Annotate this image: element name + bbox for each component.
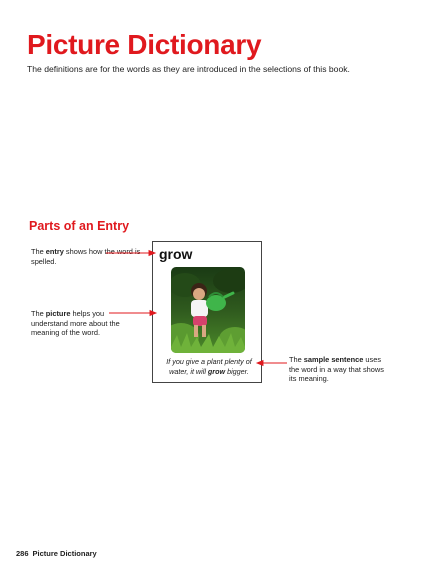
footer-label: Picture Dictionary (32, 549, 97, 558)
section-heading: Parts of an Entry (29, 219, 130, 233)
page-title: Picture Dictionary (27, 29, 262, 60)
callout-sample-sentence: The sample sentence uses the word in a way that shows its meaning. (289, 355, 384, 383)
page-number: 286 (16, 549, 29, 558)
picture-arrow-head (150, 311, 156, 316)
sample-sentence: If you give a plant plenty of water, it will grow bigger. (166, 357, 252, 376)
page-footer (16, 549, 97, 558)
entry-arrow-head (149, 251, 155, 256)
entry-word: grow (159, 246, 193, 262)
intro-text: The definitions are for the words as they are introduced in the selections of this book. (27, 64, 350, 74)
callout-picture: The picture helps you understand more about the meaning of the word. (31, 309, 120, 337)
sentence-arrow-head (257, 361, 263, 366)
callout-entry: The entry shows how the word is spelled. (31, 247, 141, 266)
